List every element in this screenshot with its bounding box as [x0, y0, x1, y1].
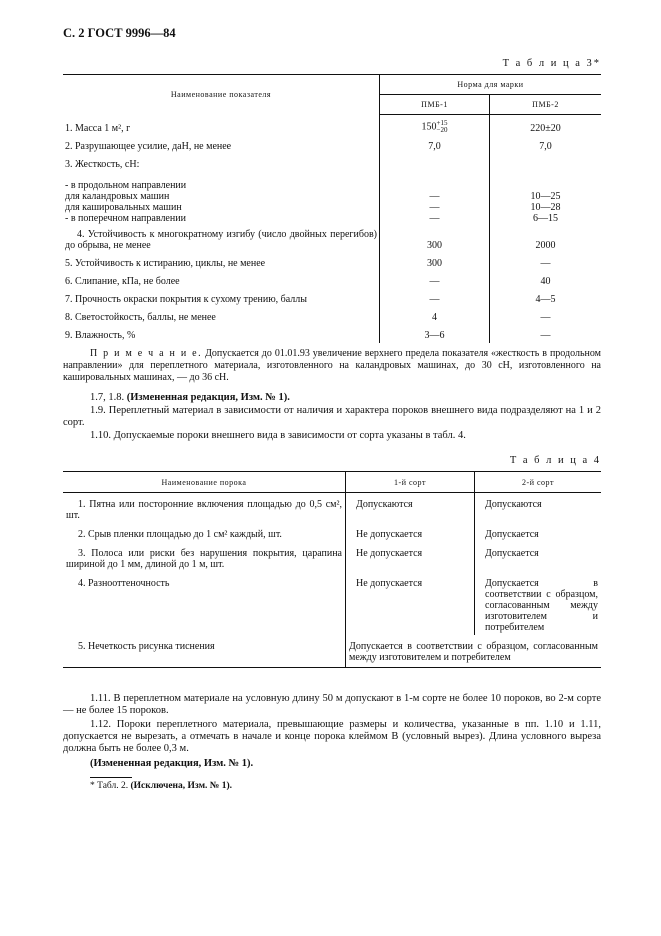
table3-row	[63, 115, 601, 137]
table3-row	[63, 154, 601, 172]
table3-cell-pmb2: 10—25	[530, 191, 561, 202]
table4-cell-sort1: Не допускается	[346, 523, 475, 542]
table3-cell-name: 4. Устойчивость к многократному изгибу (число двойных перегибов) до обрыва, не менее	[63, 224, 380, 253]
table4-cell-name: 5. Нечеткость рисунка тиснения	[63, 635, 346, 668]
tolerance-lower: −20	[436, 126, 448, 134]
table3-cell-pmb1: —	[380, 289, 490, 307]
table4-header-name: Наименование порока	[63, 472, 346, 493]
paragraph-1-7-amend: (Измененная редакция, Изм. № 1).	[126, 392, 290, 403]
table3-row	[63, 172, 601, 191]
table3-cell-pmb1: 300	[380, 253, 490, 271]
table3-cell-pmb1	[380, 115, 490, 137]
table3-cell-pmb2: 220±20	[530, 123, 561, 134]
table4-cell-sort1: Не допускается	[346, 572, 475, 635]
table4-cell-sort2: Допускается	[485, 548, 539, 559]
table3-cell-pmb1: —	[380, 202, 490, 213]
table3-cell-name: 5. Устойчивость к истиранию, циклы, не менее	[63, 253, 380, 271]
table3-cell-name: - в поперечном направлении	[63, 213, 380, 224]
note-label: П р и м е ч а н и е.	[90, 348, 203, 359]
paragraph-1-7-num: 1.7, 1.8.	[90, 392, 125, 403]
table4-cell-sort2: Допускается	[485, 529, 539, 540]
table3-cell-pmb2: 2000	[535, 240, 556, 251]
table3-header-norm: Норма для марки	[380, 75, 602, 95]
table3-header-pmb1: ПМБ-1	[380, 95, 490, 115]
table4-cell-name: 3. Полоса или риски без нарушения покрытия, царапина шириной до 1 мм, длиной до 1 м, шт.	[63, 542, 346, 572]
table4-cell-name: 4. Разнооттеночность	[63, 572, 346, 635]
tolerance-upper: +15	[436, 119, 448, 127]
table3-cell-name: 3. Жесткость, сН:	[63, 154, 380, 172]
table4-header-sort1: 1-й сорт	[346, 472, 475, 493]
footnote-amend: (Исключена, Изм. № 1).	[130, 781, 233, 791]
page-header: С. 2 ГОСТ 9996—84	[63, 26, 176, 40]
footnote	[90, 781, 232, 791]
table3-cell-pmb2: 6—15	[533, 213, 558, 224]
table4-row	[63, 542, 601, 572]
table3-cell-pmb2: 10—28	[530, 202, 561, 213]
table3-cell-name: 1. Масса 1 м², г	[63, 115, 380, 137]
table3-header-pmb2: ПМБ-2	[490, 95, 602, 115]
table3-cell-pmb1: —	[380, 191, 490, 202]
table3-cell-name: 8. Светостойкость, баллы, не менее	[63, 307, 380, 325]
table4-row	[63, 523, 601, 542]
table3-cell-pmb2: 4—5	[535, 294, 556, 305]
table3-row	[63, 271, 601, 289]
table3-cell-name: для кашировальных машин	[63, 202, 380, 213]
table3-row	[63, 191, 601, 202]
table4-cell-sort1: Допускаются	[346, 493, 475, 524]
tolerance	[437, 120, 448, 134]
table4-header-sort2: 2-й сорт	[475, 472, 602, 493]
paragraph-1-10: 1.10. Допускаемые пороки внешнего вида в зависимости от сорта указаны в табл. 4.	[90, 430, 466, 441]
paragraph-1-9: 1.9. Переплетный материал в зависимости от наличия и характера пороков внешнего вида подразделяют на 1 и 2 сорт.	[63, 405, 601, 428]
value-base: 150	[421, 121, 437, 133]
table3-cell-pmb2: —	[540, 330, 551, 341]
table3-header-name: Наименование показателя	[63, 75, 380, 115]
table3-row	[63, 253, 601, 271]
table4-row	[63, 635, 601, 668]
table4-row	[63, 493, 601, 524]
table3-row	[63, 224, 601, 253]
table3-cell-name: для каландровых машин	[63, 191, 380, 202]
table3-cell-pmb1: 7,0	[380, 136, 490, 154]
table3-caption: Т а б л и ц а 3*	[502, 58, 601, 69]
table4-caption: Т а б л и ц а 4	[509, 455, 601, 466]
table3-row	[63, 325, 601, 343]
table3-cell-pmb1: —	[380, 271, 490, 289]
paragraph-1-11: 1.11. В переплетном материале на условную длину 50 м допускают в 1-м сорте не более 10 пороков, во 2-м сорте — не более 15 пороков.	[63, 693, 601, 716]
table3-cell-pmb2	[490, 154, 602, 172]
table4-cell-sort2: Допускаются	[485, 499, 542, 510]
table3-cell-pmb2	[490, 172, 602, 191]
table3-row	[63, 307, 601, 325]
table3-cell-name: 9. Влажность, %	[63, 325, 380, 343]
table4-cell-merged: Допускается в соответствии с образцом, согласованным между изготовителем и потребителем	[346, 635, 602, 668]
paragraph-1-12: 1.12. Пороки переплетного материала, превышающие размеры и количества, указанные в пп. 1.10 и 1.11, допускается не вырезать, а отмечать в начале и конце порока клеймом В (условный вырез). Длина условного выреза должна быть не более 0,3 м.	[63, 719, 601, 754]
table3-note	[63, 348, 601, 384]
table3	[63, 74, 601, 343]
note-text: Допускается до 01.01.93 увеличение верхнего предела показателя «жесткость в продольном направлении» для переплетного материала, изготовленного на каландровых машинах, до 30 сН, изготовленного на кашировальных машинах, — до 36 сН.	[63, 348, 602, 383]
table3-cell-name: - в продольном направлении	[63, 172, 380, 191]
table3-cell-pmb2: —	[540, 312, 551, 323]
footnote-prefix: * Табл. 2.	[90, 781, 129, 791]
table3-cell-name: 7. Прочность окраски покрытия к сухому трению, баллы	[63, 289, 380, 307]
table3-cell-pmb1	[380, 154, 490, 172]
table3-cell-pmb2: 40	[540, 276, 551, 287]
table4-cell-sort2: Допускается в соответствии с образцом, согласованным между изготовителем и потребителем	[485, 578, 598, 633]
table4	[63, 471, 601, 668]
table4-cell-name: 1. Пятна или посторонние включения площадью до 0,5 см², шт.	[63, 493, 346, 524]
table3-cell-pmb1: 300	[380, 224, 490, 253]
table3-cell-pmb1: 4	[380, 307, 490, 325]
table4-row	[63, 572, 601, 635]
table3-row	[63, 213, 601, 224]
table3-cell-pmb2: —	[540, 258, 551, 269]
table4-cell-sort1: Не допускается	[346, 542, 475, 572]
table3-cell-pmb1: 3—6	[380, 325, 490, 343]
table3-cell-name: 6. Слипание, кПа, не более	[63, 271, 380, 289]
table3-row	[63, 202, 601, 213]
footnote-divider	[90, 777, 132, 778]
paragraph-1-7	[63, 392, 601, 404]
table3-row	[63, 289, 601, 307]
paragraph-amend: (Измененная редакция, Изм. № 1).	[90, 758, 254, 769]
table3-cell-name: 2. Разрушающее усилие, даН, не менее	[63, 136, 380, 154]
table3-cell-pmb1: —	[380, 213, 490, 224]
table3-row	[63, 136, 601, 154]
table3-cell-pmb2: 7,0	[539, 141, 552, 152]
table4-cell-name: 2. Срыв пленки площадью до 1 см² каждый, шт.	[63, 523, 346, 542]
table3-cell-pmb1	[380, 172, 490, 191]
